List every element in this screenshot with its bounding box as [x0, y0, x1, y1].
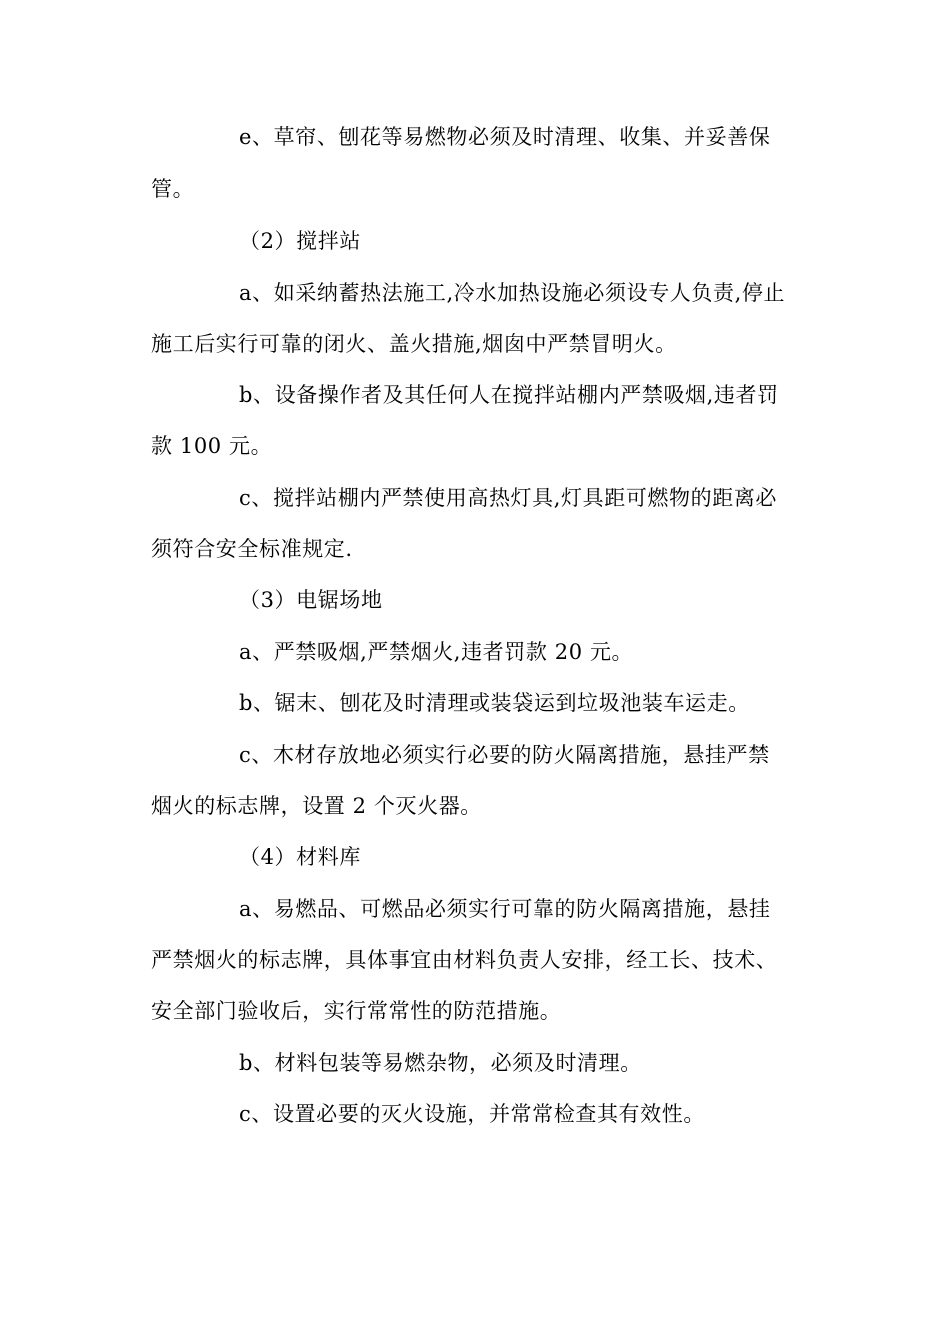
paragraph-line: 安全部门验收后，实行常常性的防范措施。: [151, 999, 562, 1023]
section-heading: （3）电锯场地: [239, 588, 383, 612]
section-heading: （4）材料库: [239, 845, 361, 869]
paragraph-line: a、严禁吸烟,严禁烟火,违者罚款 20 元。: [239, 640, 634, 664]
paragraph-line: c、木材存放地必须实行必要的防火隔离措施，悬挂严禁: [239, 743, 770, 767]
paragraph-line: a、如采纳蓄热法施工,冷水加热设施必须设专人负责,停止: [239, 281, 786, 305]
paragraph-line: 施工后实行可靠的闭火、盖火措施,烟囱中严禁冒明火。: [151, 332, 677, 356]
paragraph-line: 款 100 元。: [151, 434, 273, 458]
section-heading: （2）搅拌站: [239, 229, 361, 253]
paragraph-line: b、设备操作者及其任何人在搅拌站棚内严禁吸烟,违者罚: [239, 383, 779, 407]
paragraph-line: b、材料包装等易燃杂物，必须及时清理。: [239, 1051, 642, 1075]
paragraph-line: 须符合安全标准规定.: [151, 537, 353, 561]
paragraph-line: b、锯末、刨花及时清理或装袋运到垃圾池装车运走。: [239, 691, 750, 715]
paragraph-line: c、设置必要的灭火设施，并常常检查其有效性。: [239, 1102, 705, 1126]
paragraph-line: c、搅拌站棚内严禁使用高热灯具,灯具距可燃物的距离必: [239, 486, 778, 510]
paragraph-line: e、草帘、刨花等易燃物必须及时清理、收集、并妥善保: [239, 125, 771, 149]
paragraph-line: 管。: [151, 177, 195, 201]
paragraph-line: 烟火的标志牌，设置 2 个灭火器。: [151, 794, 482, 818]
paragraph-line: a、易燃品、可燃品必须实行可靠的防火隔离措施，悬挂: [239, 897, 771, 921]
paragraph-line: 严禁烟火的标志牌，具体事宜由材料负责人安排，经工长、技术、: [151, 948, 778, 972]
